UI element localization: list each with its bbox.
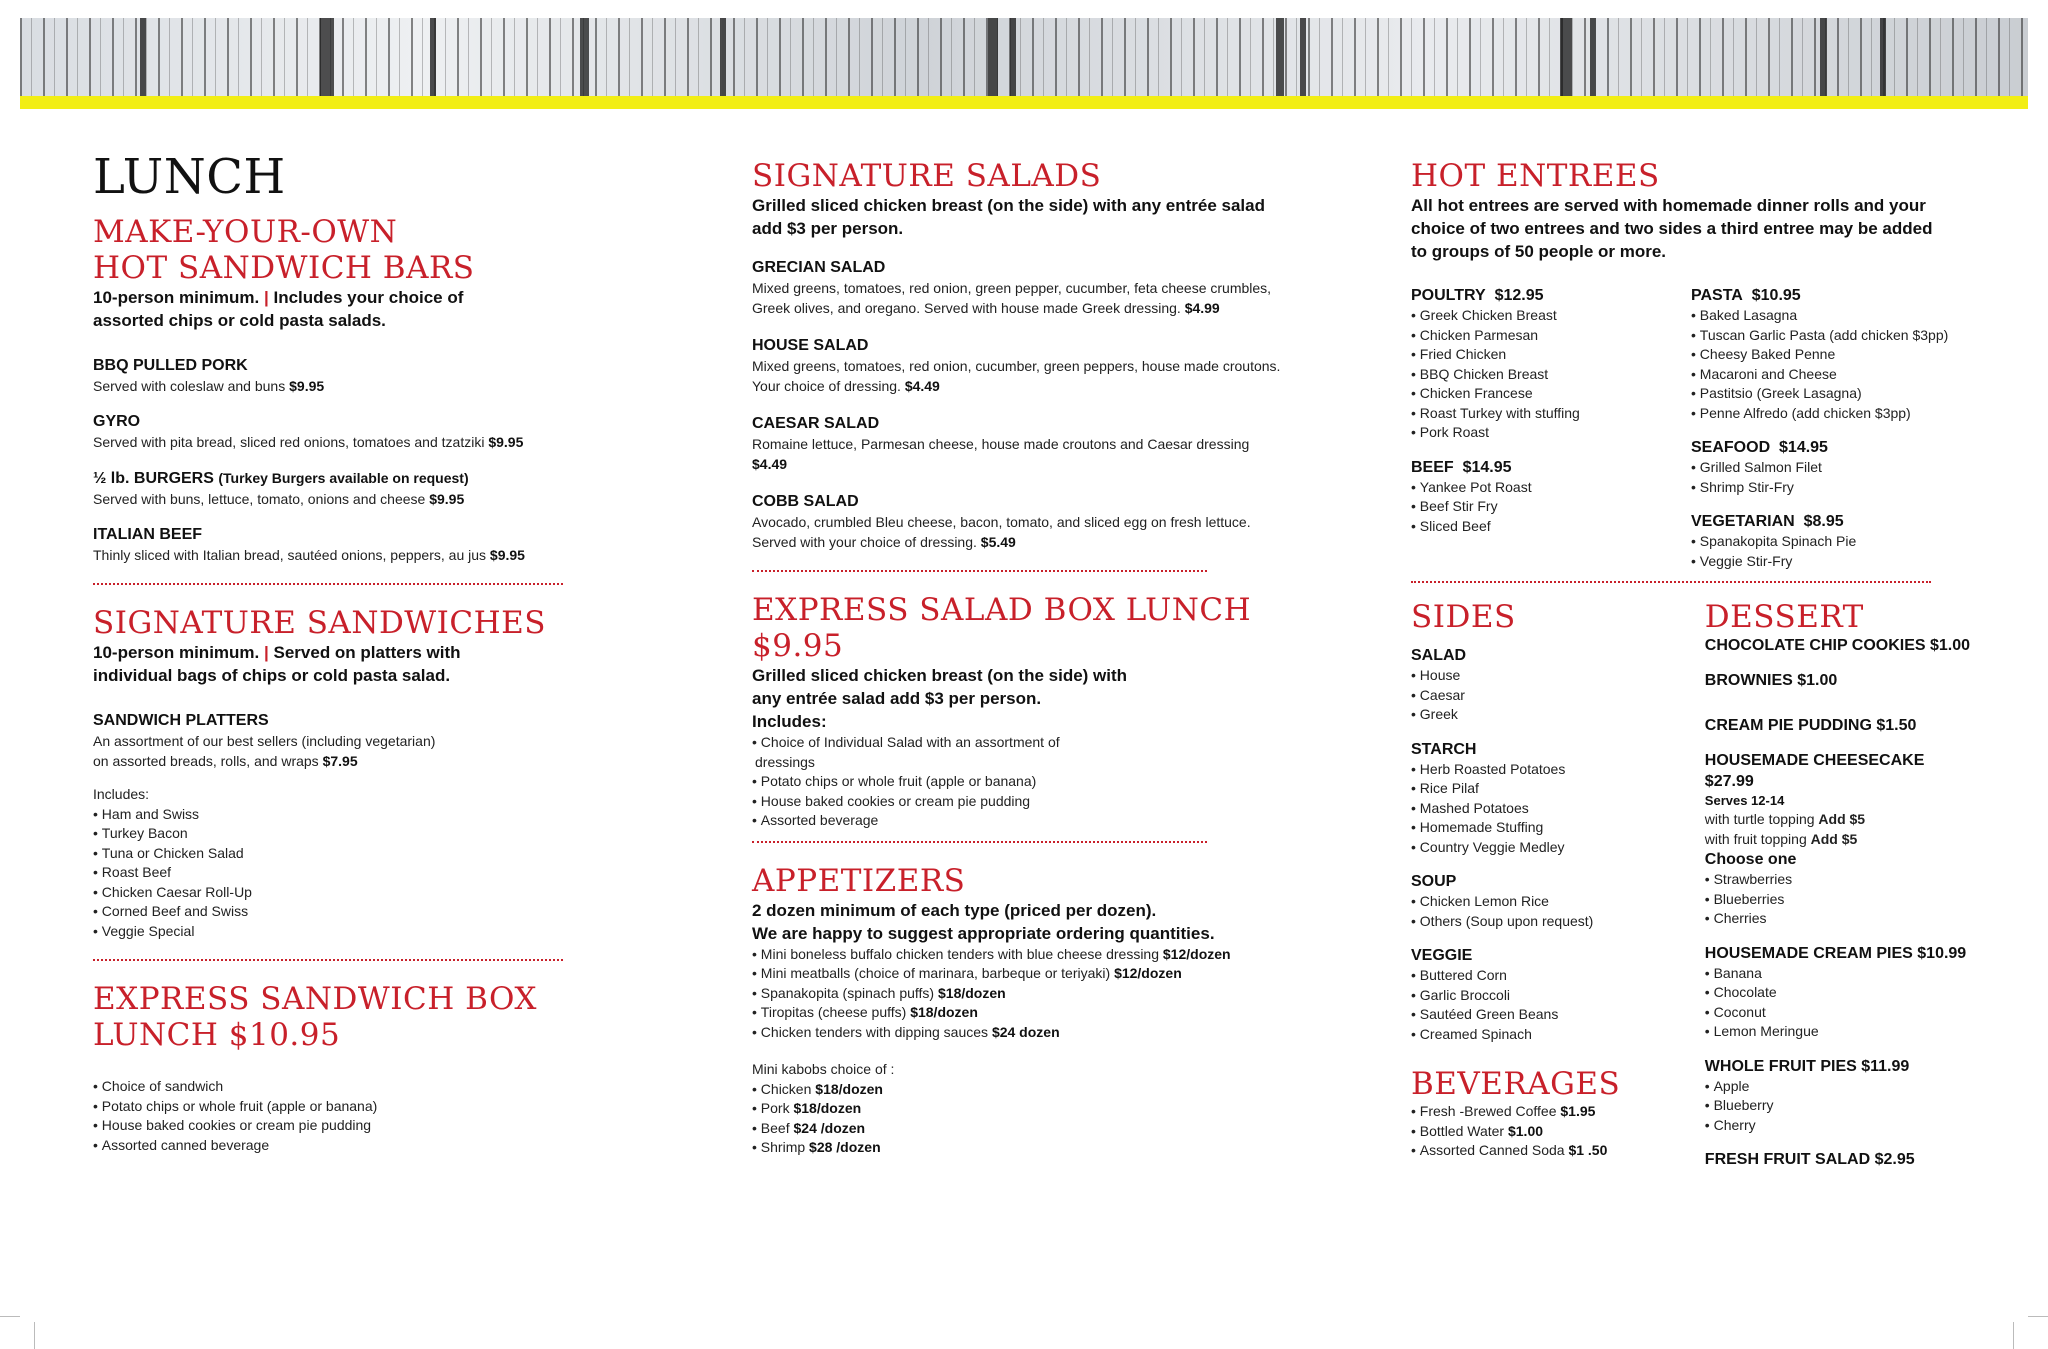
sandwich-bars-note: assorted chips or cold pasta salads.: [93, 311, 386, 330]
list-item: [752, 1080, 1282, 1100]
list-item: • Buttered Corn: [1411, 966, 1705, 986]
dotted-divider: [752, 841, 1207, 843]
item-text: Tiropitas (cheese puffs): [760, 1004, 907, 1020]
list-item: • Others (Soup upon request): [1411, 912, 1705, 932]
list-item: • Chocolate: [1705, 983, 1971, 1003]
menu-item-name: [93, 412, 563, 432]
salad-desc-text: Mixed greens, tomatoes, red onion, cucumber, green peppers, house made croutons.: [752, 358, 1281, 374]
item-text: Beef: [760, 1119, 790, 1136]
list-item: • Assorted canned beverage: [93, 1136, 563, 1156]
soup-heading: SOUP: [1411, 873, 1457, 890]
menu-item-desc: [93, 376, 563, 396]
appetizer-list: [752, 945, 1282, 1043]
salad-desc: [752, 376, 1282, 396]
list-item: • House baked cookies or cream pie pudding: [93, 1116, 563, 1136]
salad-desc: [752, 278, 1282, 298]
salad-name: GRECIAN SALAD: [752, 259, 886, 276]
item-price: $9.95: [429, 491, 465, 507]
veggie-list: [1411, 966, 1705, 1044]
pasta-heading: PASTA $10.95: [1691, 287, 1801, 304]
appetizers-note: We are happy to suggest appropriate ordering quantities.: [752, 923, 1215, 943]
item-price: $5.49: [980, 534, 1016, 550]
salads-column: [752, 158, 1282, 1158]
list-item: • Greek: [1411, 705, 1705, 725]
item-price: $4.49: [752, 456, 788, 472]
item-text: Fresh -Brewed Coffee: [1419, 1103, 1557, 1119]
list-item: • Garlic Broccoli: [1411, 986, 1705, 1006]
starch-heading: STARCH: [1411, 740, 1477, 758]
item-price: $18/dozen: [815, 1080, 883, 1097]
poultry-list: [1411, 306, 1691, 443]
list-item: • Pastitsio (Greek Lasagna): [1691, 384, 1971, 404]
express-salad-list: [752, 733, 1282, 831]
salad-name: CAESAR SALAD: [752, 415, 880, 432]
list-item: • Lemon Meringue: [1705, 1022, 1971, 1042]
lunch-column: [93, 150, 563, 1155]
salads-note: Grilled sliced chicken breast (on the side) with any entrée salad: [752, 196, 1265, 215]
list-item: • Assorted beverage: [752, 811, 1282, 831]
item-price: $1.95: [1560, 1103, 1596, 1119]
item-price: $4.99: [1184, 300, 1220, 316]
item-price: $9.95: [289, 378, 325, 394]
list-item: [752, 1003, 1282, 1023]
appetizers-note: 2 dozen minimum of each type (priced per dozen).: [752, 900, 1157, 920]
list-item: • Cherry: [1705, 1116, 1971, 1136]
topping-list: [1705, 870, 1971, 929]
list-item: • Country Veggie Medley: [1411, 838, 1705, 858]
list-item: [752, 1023, 1282, 1043]
list-item: • Tuna or Chicken Salad: [93, 844, 563, 864]
cream-pies-item: HOUSEMADE CREAM PIES $10.99: [1704, 944, 1967, 962]
list-item: • Choice of sandwich: [93, 1077, 563, 1097]
signature-sandwiches-note: 10-person minimum. | Served on platters with: [93, 643, 461, 662]
hot-entrees-title: HOT ENTREES: [1411, 158, 1660, 194]
list-item: dressings: [755, 753, 815, 770]
list-item: • Corned Beef and Swiss: [93, 902, 563, 922]
list-item: • Chicken Parmesan: [1411, 326, 1691, 346]
entree-grid: [1411, 285, 1971, 571]
sandwich-bars-title: HOT SANDWICH BARS: [93, 250, 475, 286]
list-item: • Shrimp Stir-Fry: [1691, 478, 1971, 498]
list-item: • Strawberries: [1705, 870, 1971, 890]
crop-mark: [0, 1316, 20, 1317]
list-item: [1411, 1141, 1705, 1161]
cream-pie-list: [1705, 964, 1971, 1042]
crop-mark: [2013, 1322, 2014, 1349]
item-price: $12/dozen: [1162, 945, 1231, 962]
list-item: • Rice Pilaf: [1411, 779, 1705, 799]
list-item: [1411, 1102, 1705, 1122]
item-price: $1 .50: [1568, 1142, 1608, 1158]
menu-item-desc: [93, 545, 563, 565]
seafood-heading: SEAFOOD $14.95: [1691, 439, 1828, 456]
list-item: • House: [1411, 666, 1705, 686]
list-item: • Cherries: [1705, 909, 1971, 929]
salad-name: HOUSE SALAD: [752, 337, 869, 354]
fruit-topping: with fruit topping Add $5: [1704, 830, 1858, 847]
crop-mark: [2028, 1316, 2048, 1317]
salad-desc-text: Served with your choice of dressing.: [752, 534, 977, 550]
list-item: • Homemade Stuffing: [1411, 818, 1705, 838]
item-name-text: BBQ PULLED PORK: [93, 357, 248, 374]
fruit-salad-item: FRESH FRUIT SALAD $2.95: [1704, 1151, 1915, 1168]
sides-dessert-grid: [1411, 599, 1971, 1170]
item-price: $9.95: [489, 547, 525, 563]
list-item: • Veggie Special: [93, 922, 563, 942]
item-price: $18/dozen: [938, 984, 1006, 1001]
list-item: • Fried Chicken: [1411, 345, 1691, 365]
item-text: Shrimp: [760, 1139, 806, 1155]
menu-item-desc: [93, 432, 563, 452]
turtle-topping: with turtle topping Add $5: [1704, 811, 1866, 827]
list-item: [752, 1119, 1282, 1139]
dotted-divider: [93, 959, 563, 961]
list-item: • Veggie Stir-Fry: [1691, 552, 1971, 572]
soup-list: [1411, 892, 1705, 931]
pudding-item: CREAM PIE PUDDING $1.50: [1704, 717, 1917, 734]
list-item: [752, 1099, 1282, 1119]
item-price: $12/dozen: [1114, 965, 1182, 981]
starch-list: [1411, 760, 1705, 858]
salad-desc-text: Your choice of dressing.: [752, 378, 901, 394]
item-price: $24 /dozen: [793, 1119, 866, 1136]
vegetarian-heading: VEGETARIAN $8.95: [1691, 513, 1844, 530]
beverages-title: BEVERAGES: [1411, 1066, 1621, 1102]
side-salad-list: [1411, 666, 1705, 725]
item-price: $9.95: [488, 434, 524, 450]
item-text: Spanakopita (spinach puffs): [760, 984, 935, 1001]
list-item: • Chicken Lemon Rice: [1411, 892, 1705, 912]
item-desc-text: Served with pita bread, sliced red onions, tomatoes and tzatziki: [93, 434, 485, 450]
list-item: • Mashed Potatoes: [1411, 799, 1705, 819]
item-price: $4.49: [904, 378, 940, 394]
dotted-divider: [93, 583, 563, 585]
item-note: (Turkey Burgers available on request): [218, 470, 469, 486]
list-item: • Baked Lasagna: [1691, 306, 1971, 326]
list-item: • Roast Turkey with stuffing: [1411, 404, 1691, 424]
salad-desc: [752, 512, 1282, 532]
item-price: $18/dozen: [793, 1100, 862, 1116]
express-salad-title: EXPRESS SALAD BOX LUNCH $9.95: [752, 592, 1252, 664]
item-name-text: GYRO: [93, 413, 141, 430]
dessert-title: DESSERT: [1704, 599, 1864, 635]
signature-sandwiches-title: SIGNATURE SANDWICHES: [93, 605, 547, 641]
list-item: [752, 1138, 1282, 1158]
hot-entrees-note: All hot entrees are served with homemade dinner rolls and your: [1411, 196, 1926, 215]
wood-banner: [20, 18, 2028, 96]
list-item: • Potato chips or whole fruit (apple or banana): [93, 1097, 563, 1117]
list-item: • Sautéed Green Beans: [1411, 1005, 1705, 1025]
item-name-text: ITALIAN BEEF: [93, 526, 203, 543]
item-text: Chicken tenders with dipping sauces: [760, 1023, 989, 1040]
fruit-pies-item: WHOLE FRUIT PIES $11.99: [1704, 1057, 1910, 1075]
beef-list: [1411, 478, 1691, 537]
list-item: [1411, 1122, 1705, 1142]
sandwich-bar-list: [93, 356, 563, 565]
salads-note: add $3 per person.: [752, 219, 904, 238]
kabobs-label: Mini kabobs choice of :: [752, 1061, 895, 1077]
item-text: Assorted Canned Soda: [1419, 1142, 1565, 1158]
hot-entrees-note: choice of two entrees and two sides a third entree may be added: [1411, 219, 1933, 238]
item-text: Pork: [760, 1100, 790, 1116]
sandwich-bars-title: MAKE-YOUR-OWN: [93, 214, 398, 250]
salad-desc-text: Mixed greens, tomatoes, red onion, green pepper, cucumber, feta cheese crumbles,: [752, 280, 1272, 296]
menu-item-name: [93, 525, 563, 545]
list-item: • Turkey Bacon: [93, 824, 563, 844]
item-text: Mini meatballs (choice of marinara, barbeque or teriyaki): [760, 965, 1111, 981]
list-item: • Sliced Beef: [1411, 517, 1691, 537]
platter-name: SANDWICH PLATTERS: [93, 712, 269, 729]
list-item: • Cheesy Baked Penne: [1691, 345, 1971, 365]
list-item: • Chicken Caesar Roll-Up: [93, 883, 563, 903]
salad-desc-text: Avocado, crumbled Bleu cheese, bacon, tomato, and sliced egg on fresh lettuce.: [752, 514, 1251, 530]
item-price: $28 /dozen: [809, 1139, 881, 1155]
pasta-list: [1691, 306, 1971, 423]
platter-list: [93, 805, 563, 942]
salad-desc: [752, 532, 1282, 552]
item-text: Chicken: [760, 1080, 812, 1097]
express-sandwich-list: [93, 1077, 563, 1155]
cookies-item: CHOCOLATE CHIP COOKIES $1.00: [1704, 637, 1971, 654]
express-sandwich-title: EXPRESS SANDWICH BOX LUNCH $10.95: [93, 981, 537, 1053]
dotted-divider: [752, 570, 1207, 572]
menu-item-desc: [93, 489, 563, 509]
express-salad-note: Grilled sliced chicken breast (on the side) with: [752, 666, 1128, 685]
item-price: $24 dozen: [991, 1023, 1060, 1040]
includes-label: Includes:: [93, 786, 150, 802]
salad-list: [752, 258, 1282, 552]
list-item: • BBQ Chicken Breast: [1411, 365, 1691, 385]
item-price: $1.00: [1507, 1122, 1544, 1139]
salad-desc: [752, 356, 1282, 376]
list-item: • Penne Alfredo (add chicken $3pp): [1691, 404, 1971, 424]
list-item: • Apple: [1705, 1077, 1971, 1097]
list-item: • Blueberry: [1705, 1096, 1971, 1116]
list-item: • Caesar: [1411, 686, 1705, 706]
includes-label: Includes:: [752, 712, 827, 731]
item-price: $18/dozen: [910, 1004, 978, 1020]
list-item: • Ham and Swiss: [93, 805, 563, 825]
appetizers-title: APPETIZERS: [752, 862, 966, 899]
yellow-stripe: [20, 96, 2028, 109]
side-salad-heading: SALAD: [1411, 647, 1467, 664]
signature-sandwiches-note: individual bags of chips or cold pasta salad.: [93, 666, 451, 685]
item-text: Bottled Water: [1419, 1122, 1505, 1139]
item-name-text: ½ lb. BURGERS: [93, 470, 214, 487]
list-item: • Roast Beef: [93, 863, 563, 883]
salad-desc: [752, 298, 1282, 318]
vegetarian-list: [1691, 532, 1971, 571]
list-item: • Creamed Spinach: [1411, 1025, 1705, 1045]
kabob-list: [752, 1080, 1282, 1158]
poultry-heading: POULTRY $12.95: [1411, 287, 1544, 304]
list-item: • Potato chips or whole fruit (apple or banana): [752, 772, 1282, 792]
menu-item-name: [93, 468, 563, 489]
signature-salads-title: SIGNATURE SALADS: [752, 158, 1102, 194]
list-item: • Spanakopita Spinach Pie: [1691, 532, 1971, 552]
list-item: • Blueberries: [1705, 890, 1971, 910]
page-title: LUNCH: [93, 149, 286, 205]
list-item: • Macaroni and Cheese: [1691, 365, 1971, 385]
item-desc-text: Thinly sliced with Italian bread, sautéed onions, peppers, au jus: [93, 547, 487, 563]
list-item: • Chicken Francese: [1411, 384, 1691, 404]
brownies-item: BROWNIES $1.00: [1704, 672, 1838, 689]
beef-heading: BEEF $14.95: [1411, 458, 1512, 476]
list-item: • House baked cookies or cream pie pudding: [752, 792, 1282, 812]
salad-name: COBB SALAD: [752, 493, 859, 510]
list-item: [752, 945, 1282, 965]
salad-desc-text: Romaine lettuce, Parmesan cheese, house made croutons and Caesar dressing: [752, 436, 1250, 452]
list-item: • Herb Roasted Potatoes: [1411, 760, 1705, 780]
hot-entrees-note: to groups of 50 people or more.: [1411, 242, 1667, 261]
seafood-list: [1691, 458, 1971, 497]
dotted-divider: [1411, 581, 1931, 583]
sides-title: SIDES: [1411, 599, 1516, 635]
list-item: • Pork Roast: [1411, 423, 1691, 443]
serves-note: Serves 12-14: [1704, 793, 1785, 808]
express-salad-note: any entrée salad add $3 per person.: [752, 689, 1042, 708]
list-item: • Beef Stir Fry: [1411, 497, 1691, 517]
crop-mark: [34, 1322, 35, 1349]
salad-desc: [752, 434, 1282, 474]
list-item: • Banana: [1705, 964, 1971, 984]
list-item: [752, 964, 1282, 984]
platter-desc: on assorted breads, rolls, and wraps $7.95: [93, 753, 358, 769]
list-item: [752, 984, 1282, 1004]
beverage-list: [1411, 1102, 1705, 1161]
item-desc-text: Served with buns, lettuce, tomato, onions and cheese: [93, 491, 426, 507]
list-item: • Grilled Salmon Filet: [1691, 458, 1971, 478]
list-item: • Yankee Pot Roast: [1411, 478, 1691, 498]
sandwich-bars-note: 10-person minimum. | Includes your choice of: [93, 288, 464, 307]
item-desc-text: Served with coleslaw and buns: [93, 378, 286, 394]
entrees-column: [1411, 158, 1971, 1170]
fruit-pie-list: [1705, 1077, 1971, 1136]
list-item: • Greek Chicken Breast: [1411, 306, 1691, 326]
veggie-heading: VEGGIE: [1411, 947, 1473, 964]
item-text: Mini boneless buffalo chicken tenders with blue cheese dressing: [760, 945, 1159, 962]
list-item: • Coconut: [1705, 1003, 1971, 1023]
menu-item-name: [93, 356, 563, 376]
salad-desc-text: Greek olives, and oregano. Served with house made Greek dressing.: [752, 300, 1181, 316]
cheesecake-item: HOUSEMADE CHEESECAKE $27.99: [1704, 752, 1925, 790]
list-item: • Choice of Individual Salad with an assortment of: [752, 733, 1282, 753]
choose-one-label: Choose one: [1704, 851, 1797, 868]
platter-desc: An assortment of our best sellers (including vegetarian): [93, 733, 436, 749]
list-item: • Tuscan Garlic Pasta (add chicken $3pp): [1691, 326, 1971, 346]
